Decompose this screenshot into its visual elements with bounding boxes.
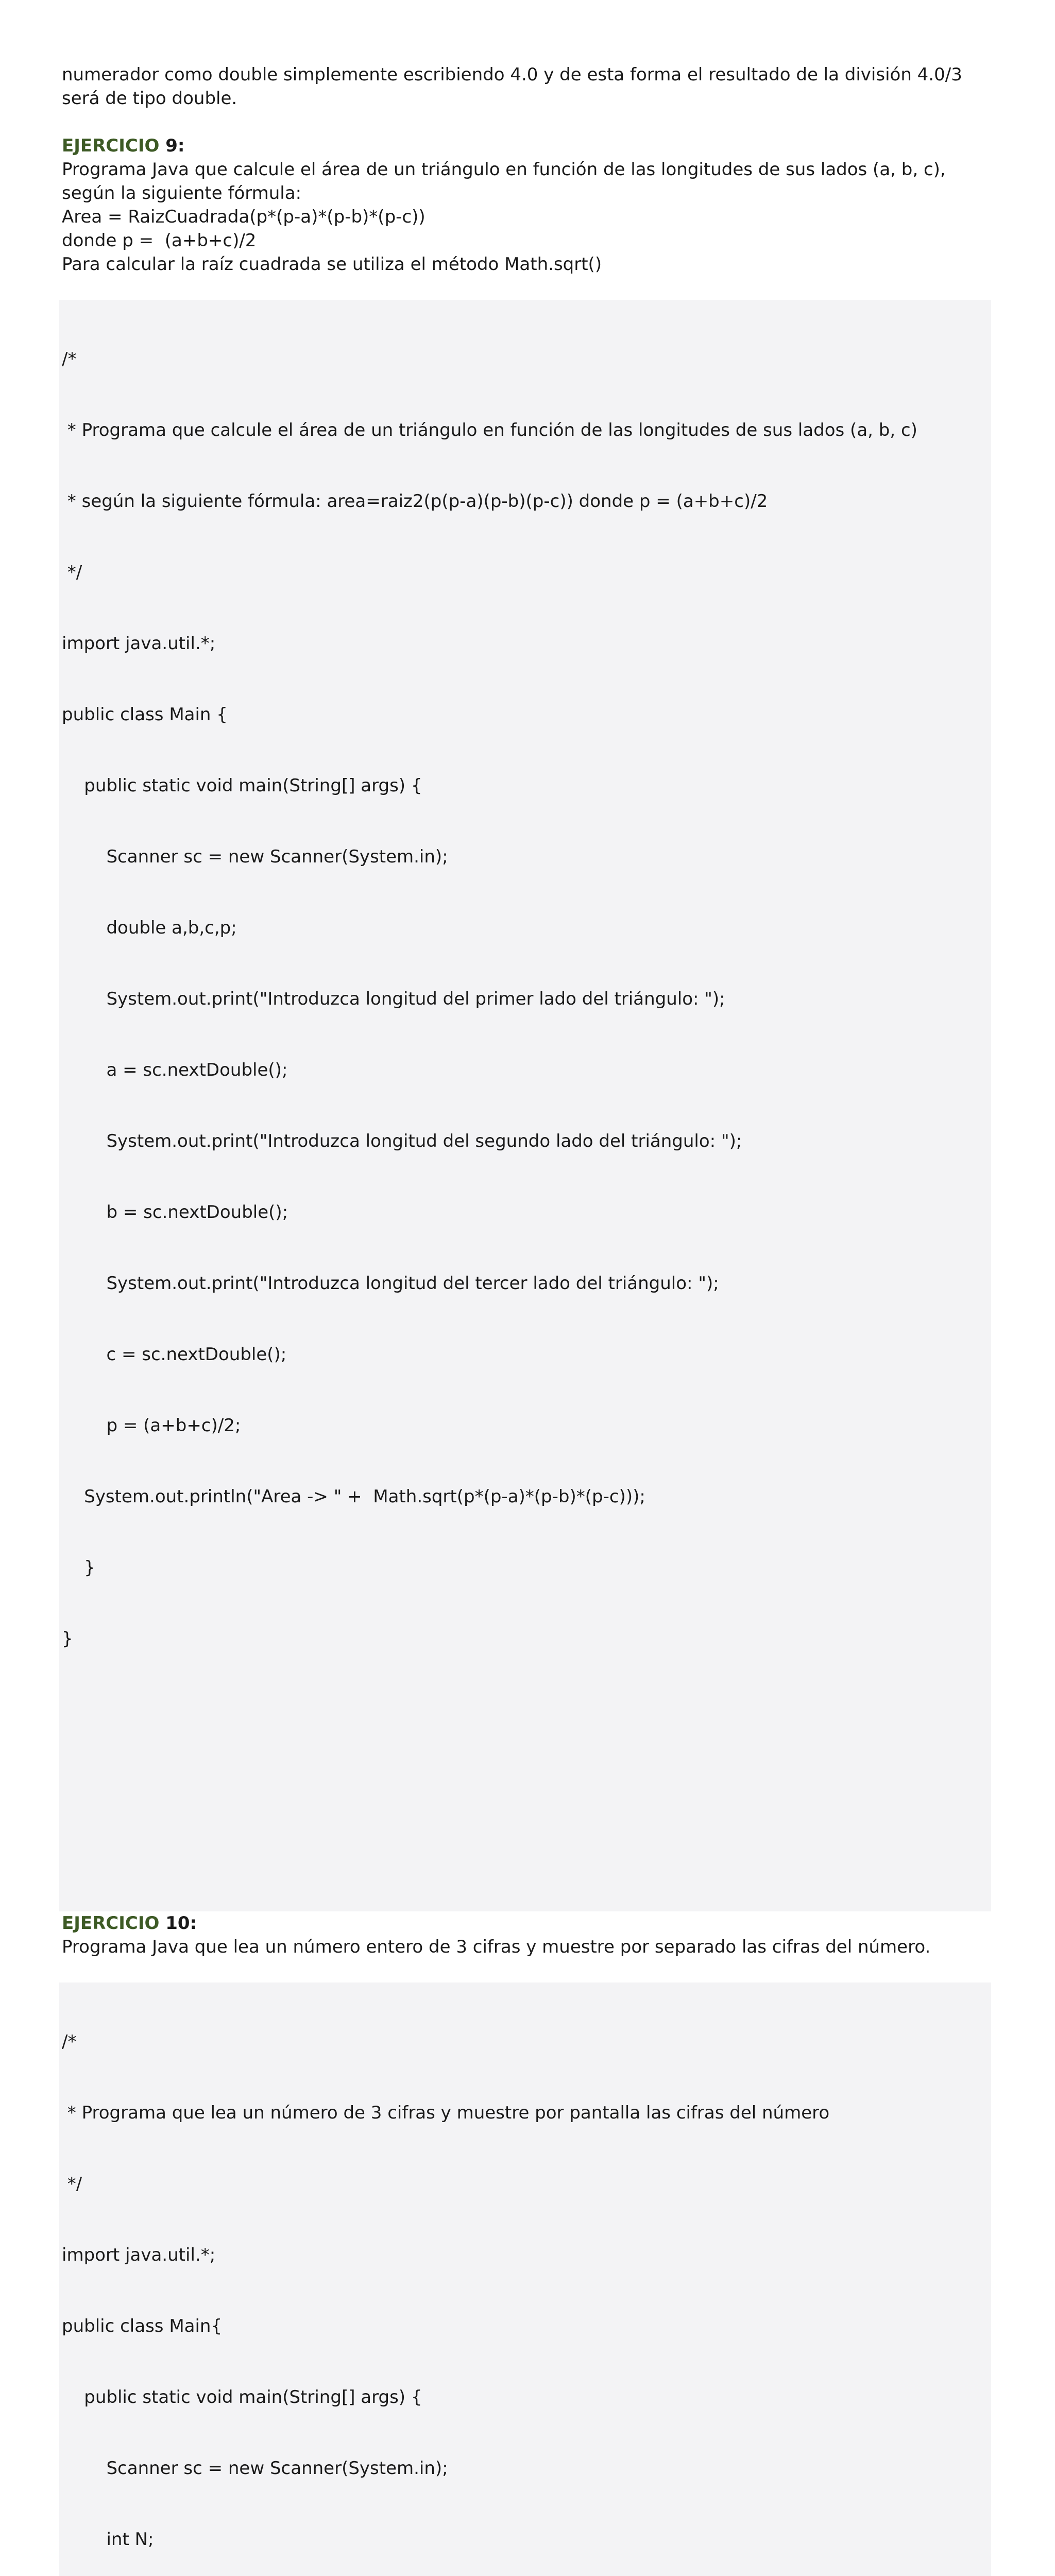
code-line: */: [62, 562, 82, 583]
exercise-9-desc-line: Para calcular la raíz cuadrada se utiliza el método Math.sqrt(): [62, 254, 602, 275]
exercise-10-heading-number: 10:: [165, 1913, 197, 1934]
exercise-9-desc-line: Area = RaizCuadrada(p*(p-a)*(p-b)*(p-c)): [62, 207, 426, 227]
document-page: [62, 63, 994, 2576]
exercise-10-heading: [62, 1911, 994, 1935]
exercise-9-desc-line: donde p = (a+b+c)/2: [62, 230, 257, 251]
intro-line-2: será de tipo double.: [62, 88, 237, 109]
code-line: /*: [62, 2031, 77, 2052]
exercise-10-code-block: [59, 1982, 991, 2576]
code-line: }: [62, 1629, 73, 1649]
exercise-9-code-block: [59, 300, 991, 1911]
code-line: * Programa que calcule el área de un triángulo en función de las longitudes de sus lados (a, b, c): [62, 420, 917, 440]
intro-line-1: numerador como double simplemente escribiendo 4.0 y de esta forma el resultado de la división 4.0/3: [62, 64, 962, 85]
code-line: System.out.print("Introduzca longitud del segundo lado del triángulo: ");: [62, 1131, 742, 1151]
code-line: Scanner sc = new Scanner(System.in);: [62, 846, 448, 867]
exercise-10-desc-line: Programa Java que lea un número entero de 3 cifras y muestre por separado las cifras del número.: [62, 1937, 931, 1957]
spacer: [62, 276, 994, 300]
code-line: Scanner sc = new Scanner(System.in);: [62, 2458, 448, 2479]
spacer: [62, 1959, 994, 1982]
code-line: import java.util.*;: [62, 2245, 216, 2265]
code-line: System.out.print("Introduzca longitud del primer lado del triángulo: ");: [62, 989, 725, 1009]
code-line: System.out.println("Area -> " + Math.sqrt(p*(p-a)*(p-b)*(p-c)));: [62, 1486, 645, 1507]
code-line: public class Main{: [62, 2316, 223, 2336]
code-line: [62, 1769, 988, 1793]
code-line: public class Main {: [62, 704, 228, 725]
code-line: System.out.print("Introduzca longitud del tercer lado del triángulo: ");: [62, 1273, 719, 1294]
code-line: c = sc.nextDouble();: [62, 1344, 287, 1365]
code-line: import java.util.*;: [62, 633, 216, 654]
code-line: * según la siguiente fórmula: area=raiz2(p(p-a)(p-b)(p-c)) donde p = (a+b+c)/2: [62, 491, 768, 512]
exercise-9-heading: [62, 134, 994, 158]
code-line: }: [62, 1557, 95, 1578]
spacer: [62, 110, 994, 134]
code-line: public static void main(String[] args) {: [62, 775, 422, 796]
code-line: [62, 1840, 988, 1864]
code-line: b = sc.nextDouble();: [62, 1202, 288, 1223]
code-line: a = sc.nextDouble();: [62, 1060, 288, 1080]
code-line: [62, 1698, 988, 1722]
exercise-10-heading-word: EJERCICIO: [62, 1913, 160, 1934]
code-line: * Programa que lea un número de 3 cifras y muestre por pantalla las cifras del número: [62, 2103, 830, 2123]
code-line: public static void main(String[] args) {: [62, 2387, 422, 2408]
exercise-9-desc-line: según la siguiente fórmula:: [62, 183, 302, 204]
code-line: int N;: [62, 2529, 154, 2550]
code-line: */: [62, 2174, 82, 2194]
code-line: double a,b,c,p;: [62, 918, 237, 938]
exercise-9-desc-line: Programa Java que calcule el área de un triángulo en función de las longitudes de sus lados (a, b, c),: [62, 159, 946, 180]
exercise-9-heading-number: 9:: [165, 135, 185, 156]
code-line: /*: [62, 349, 77, 369]
exercise-9-heading-word: EJERCICIO: [62, 135, 160, 156]
code-line: p = (a+b+c)/2;: [62, 1415, 241, 1436]
